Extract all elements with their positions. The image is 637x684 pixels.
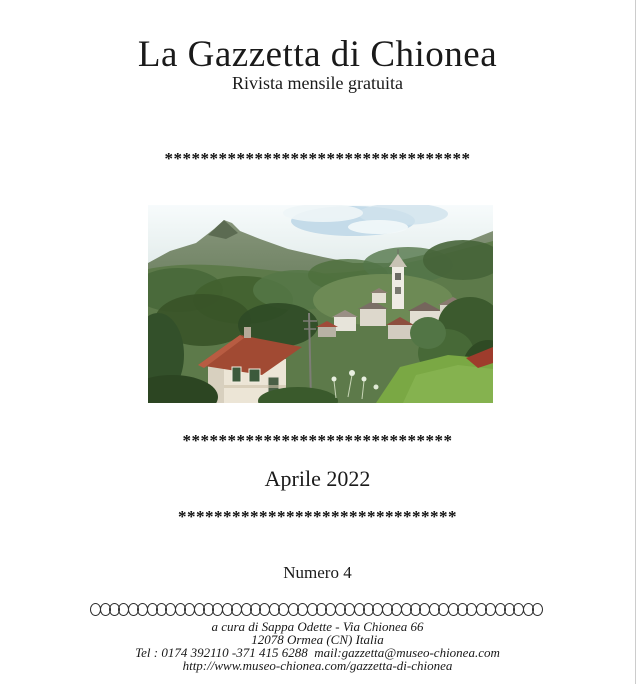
- asterisk-divider-middle: ******************************: [182, 431, 453, 450]
- village-photo: [148, 205, 493, 403]
- issue-number: Numero 4: [283, 563, 352, 582]
- chain-ring: [532, 603, 543, 616]
- asterisk-divider-bottom: *******************************: [178, 507, 457, 526]
- page-edge-line: [635, 0, 636, 684]
- footer-contact-line: Tel : 0174 392110 -371 415 6288 mail:gazzetta@museo-chionea.com: [135, 645, 500, 660]
- asterisk-divider-top: **********************************: [164, 149, 471, 168]
- footer-address-line: 12078 Ormea (CN) Italia: [251, 632, 384, 647]
- footer-block: [0, 620, 635, 672]
- footer-url-line: http://www.museo-chionea.com/gazzetta-di-chionea: [182, 658, 453, 673]
- chain-border: [0, 603, 635, 618]
- village-photo-illustration: [148, 205, 493, 403]
- issue-month: Aprile 2022: [264, 466, 371, 491]
- page-subtitle: Rivista mensile gratuita: [232, 73, 403, 93]
- footer-editor-line: a cura di Sappa Odette - Via Chionea 66: [211, 619, 424, 634]
- page-title: La Gazzetta di Chionea: [137, 33, 498, 75]
